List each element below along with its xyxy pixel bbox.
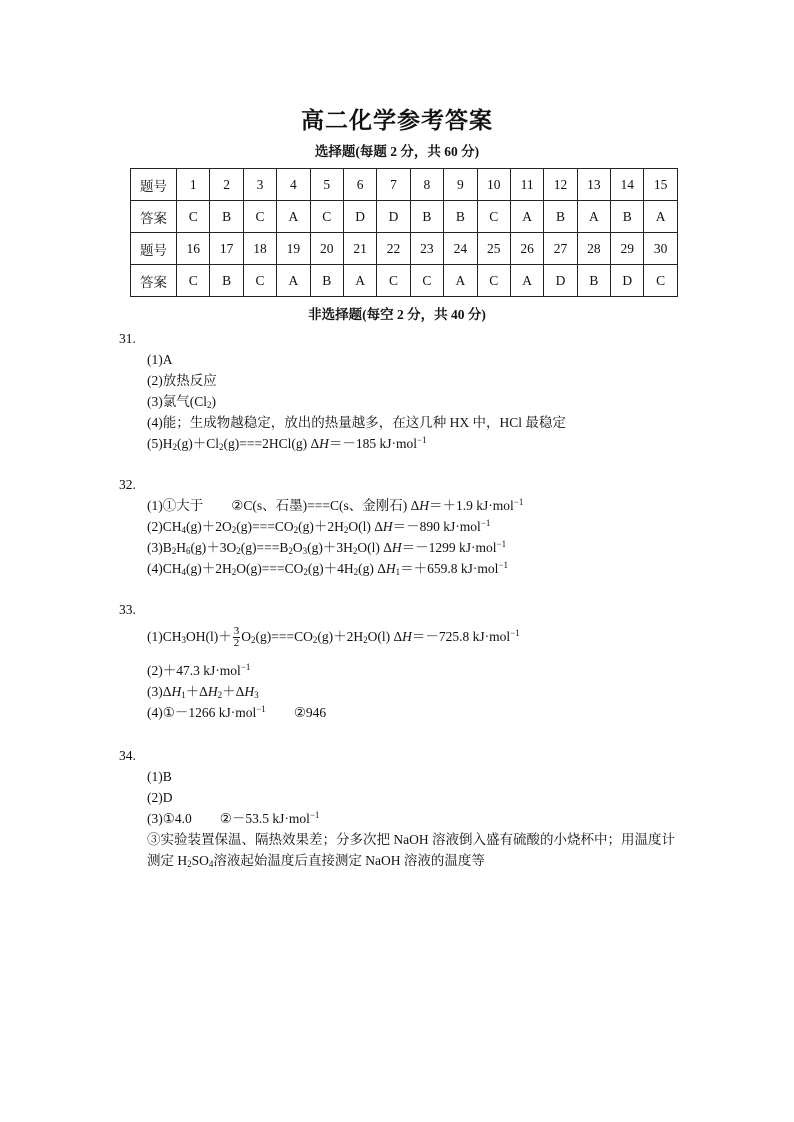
- answer-line: (4)①－1266 kJ·mol$^{-1}$ ②946: [147, 704, 327, 720]
- table-cell: 24: [444, 233, 477, 265]
- table-cell: C: [310, 201, 343, 233]
- choice-section-header: 选择题(每题 2 分，共 60 分): [314, 144, 480, 159]
- table-cell: C: [477, 265, 510, 297]
- table-cell: 10: [477, 169, 510, 201]
- table-row: [131, 169, 678, 201]
- table-cell: A: [577, 201, 610, 233]
- nonchoice-section-header: 非选择题(每空 2 分，共 40 分): [308, 307, 486, 322]
- table-cell: 20: [310, 233, 343, 265]
- table-cell: 5: [310, 169, 343, 201]
- row-label-question: 题号: [131, 233, 177, 265]
- table-cell: 18: [243, 233, 276, 265]
- table-cell: 30: [644, 233, 677, 265]
- table-cell: 2: [210, 169, 243, 201]
- table-cell: 14: [611, 169, 644, 201]
- answer-line: $(3)B_2H_6(g)+3O_2(g)===B_2O_3(g)+3H_2O(l)$ ΔH＝－1299 kJ·mol$^{-1}$: [147, 539, 507, 556]
- table-cell: 4: [277, 169, 310, 201]
- table-cell: B: [310, 265, 343, 297]
- table-cell: D: [611, 265, 644, 297]
- answer-line: (1)A: [147, 352, 173, 367]
- table-cell: A: [644, 201, 677, 233]
- table-cell: 26: [510, 233, 543, 265]
- table-cell: C: [644, 265, 677, 297]
- table-cell: 28: [577, 233, 610, 265]
- table-cell: D: [343, 201, 376, 233]
- table-row: [131, 233, 678, 265]
- question-number: 34.: [119, 748, 136, 763]
- table-cell: 16: [177, 233, 210, 265]
- table-cell: B: [210, 201, 243, 233]
- table-cell: D: [544, 265, 577, 297]
- table-cell: B: [410, 201, 443, 233]
- answer-line: $(2)CH_4(g)+2O_2(g)===CO_2(g)+2H_2O(l)$ ΔH＝－890 kJ·mol$^{-1}$: [147, 518, 491, 535]
- table-cell: C: [243, 201, 276, 233]
- table-cell: C: [410, 265, 443, 297]
- question-number: 33.: [119, 602, 136, 617]
- table-cell: 8: [410, 169, 443, 201]
- table-row: [131, 201, 678, 233]
- question-number: 31.: [119, 331, 136, 346]
- table-cell: D: [377, 201, 410, 233]
- table-cell: A: [510, 201, 543, 233]
- table-cell: 23: [410, 233, 443, 265]
- table-cell: C: [477, 201, 510, 233]
- table-cell: A: [444, 265, 477, 297]
- table-cell: 9: [444, 169, 477, 201]
- table-cell: 25: [477, 233, 510, 265]
- answer-line: (4)能；生成物越稳定，放出的热量越多，在这几种 HX 中，HCl 最稳定: [147, 415, 566, 430]
- answer-line: (1)①大于 ②C(s、石墨)===C(s、金刚石) ΔH＝＋1.9 kJ·mol$^{-1}$: [147, 497, 524, 513]
- answer-line: (2)D: [147, 790, 173, 805]
- table-cell: B: [544, 201, 577, 233]
- table-cell: 3: [243, 169, 276, 201]
- table-cell: B: [444, 201, 477, 233]
- fraction: $\frac{3}{2}$: [233, 625, 240, 650]
- answer-line: (1)B: [147, 769, 172, 784]
- table-cell: 11: [510, 169, 543, 201]
- answer-line: (3)氯气$(Cl_2)$: [147, 394, 216, 410]
- table-cell: 6: [343, 169, 376, 201]
- table-cell: C: [377, 265, 410, 297]
- table-cell: 12: [544, 169, 577, 201]
- table-cell: 22: [377, 233, 410, 265]
- answer-paragraph: ③实验装置保温、隔热效果差；分多次把 NaOH 溶液倒入盛有硫酸的小烧杯中；用温度计测定 $H_2SO_4$溶液起始温度后直接测定 NaOH 溶液的温度等: [147, 832, 675, 869]
- table-cell: C: [177, 201, 210, 233]
- answer-line: $(4)CH_4(g)+2H_2O(g)===CO_2(g)+4H_2(g)$ $\Delta H_1=+659.8$ kJ·mol$^{-1}$: [147, 560, 508, 577]
- answer-line: (2)放热反应: [147, 373, 217, 388]
- table-cell: C: [177, 265, 210, 297]
- row-label-answer: 答案: [131, 201, 177, 233]
- answer-line: $(3)\Delta H_1+\Delta H_2+\Delta H_3$: [147, 684, 259, 700]
- table-cell: 13: [577, 169, 610, 201]
- table-cell: A: [277, 265, 310, 297]
- table-cell: C: [243, 265, 276, 297]
- table-cell: 17: [210, 233, 243, 265]
- row-label-question: 题号: [131, 169, 177, 201]
- answer-line: (2)＋47.3 kJ·mol$^{-1}$: [147, 662, 251, 678]
- answer-table: [130, 168, 678, 297]
- table-cell: A: [277, 201, 310, 233]
- table-cell: B: [577, 265, 610, 297]
- table-cell: 7: [377, 169, 410, 201]
- table-cell: B: [611, 201, 644, 233]
- table-cell: A: [343, 265, 376, 297]
- table-cell: 19: [277, 233, 310, 265]
- table-cell: 1: [177, 169, 210, 201]
- row-label-answer: 答案: [131, 265, 177, 297]
- answer-line: (3)①4.0 ②－53.5 kJ·mol$^{-1}$: [147, 810, 320, 826]
- table-cell: 21: [343, 233, 376, 265]
- table-cell: A: [510, 265, 543, 297]
- answer-line: $(5)H_2(g)+Cl_2(g)===2HCl(g)$ ΔH＝－185 kJ·mol$^{-1}$: [147, 435, 427, 452]
- answer-line: $(1)CH_3OH(l)+$ $\frac{3}{2}$ $O_2(g)===CO_2(g)+2H_2O(l)$ ΔH＝－725.8 kJ·mol$^{-1}$: [147, 625, 520, 650]
- table-cell: 27: [544, 233, 577, 265]
- table-cell: 29: [611, 233, 644, 265]
- question-number: 32.: [119, 477, 136, 492]
- table-cell: B: [210, 265, 243, 297]
- table-cell: 15: [644, 169, 677, 201]
- table-row: [131, 265, 678, 297]
- page-title: 高二化学参考答案: [301, 108, 493, 133]
